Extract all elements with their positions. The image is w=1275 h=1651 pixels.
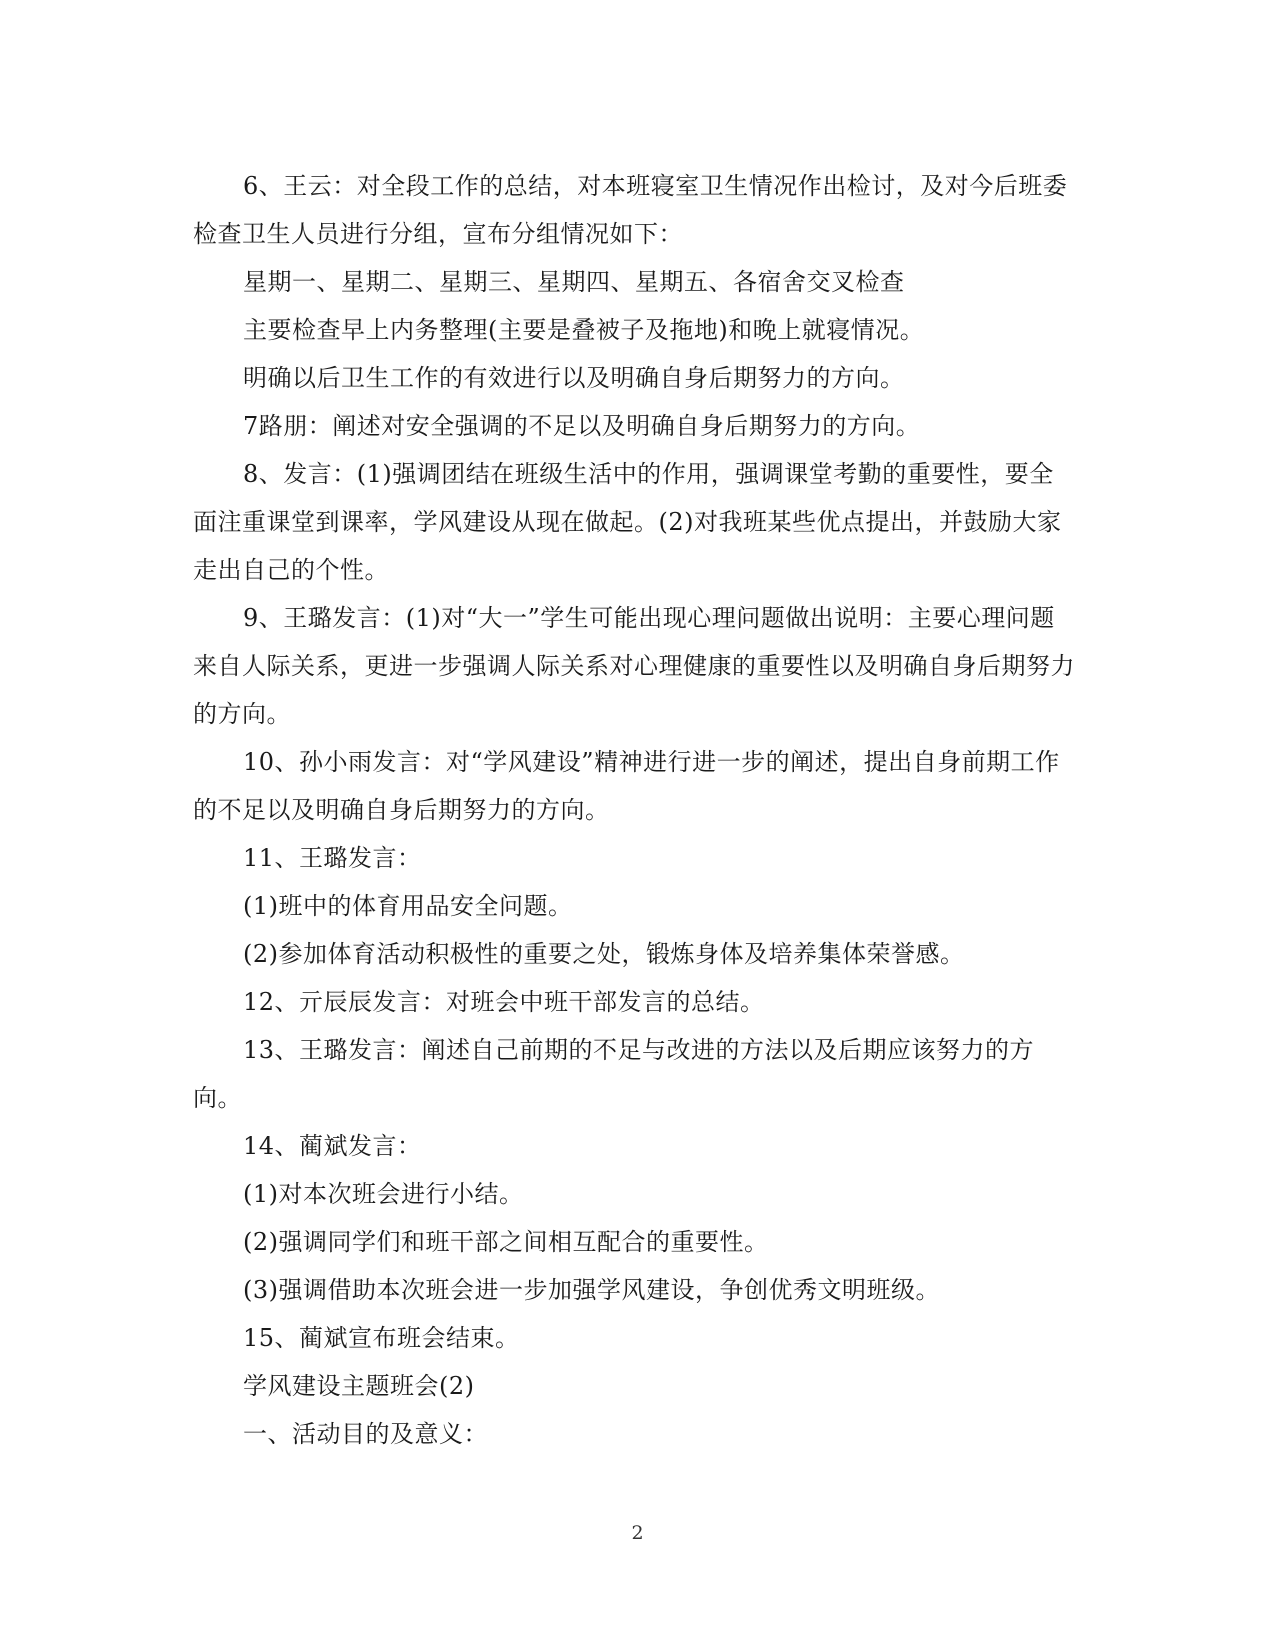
paragraph-item-14-point-3: (3)强调借助本次班会进一步加强学风建设，争创优秀文明班级。 <box>243 1276 940 1304</box>
paragraph-item-12: 12、亓辰辰发言：对班会中班干部发言的总结。 <box>243 988 765 1016</box>
paragraph-hygiene-goal: 明确以后卫生工作的有效进行以及明确自身后期努力的方向。 <box>243 364 905 392</box>
paragraph-item-9: 9、王璐发言：(1)对“大一”学生可能出现心理问题做出说明：主要心理问题来自人际关系，更进一步强调人际关系对心理健康的重要性以及明确自身后期努力的方向。 <box>193 604 1075 728</box>
paragraph-item-7: 7路朋：阐述对安全强调的不足以及明确自身后期努力的方向。 <box>243 412 921 440</box>
section-heading-purpose: 一、活动目的及意义： <box>243 1420 488 1448</box>
paragraph-item-13: 13、王璐发言：阐述自己前期的不足与改进的方法以及后期应该努力的方向。 <box>193 1036 1035 1112</box>
paragraph-item-14-point-1: (1)对本次班会进行小结。 <box>243 1180 524 1208</box>
paragraph-item-10: 10、孙小雨发言：对“学风建设”精神进行进一步的阐述，提出自身前期工作的不足以及明确自身后期努力的方向。 <box>193 748 1060 824</box>
section-heading-class-meeting-2: 学风建设主题班会(2) <box>243 1372 475 1400</box>
page-number: 2 <box>631 1522 644 1544</box>
paragraph-item-11: 11、王璐发言： <box>243 844 422 872</box>
paragraph-item-8: 8、发言：(1)强调团结在班级生活中的作用，强调课堂考勤的重要性，要全面注重课堂到课率，学风建设从现在做起。(2)对我班某些优点提出，并鼓励大家走出自己的个性。 <box>193 460 1062 584</box>
paragraph-weekday-schedule: 星期一、星期二、星期三、星期四、星期五、各宿舍交叉检查 <box>243 268 905 296</box>
paragraph-item-11-point-2: (2)参加体育活动积极性的重要之处，锻炼身体及培养集体荣誉感。 <box>243 940 965 968</box>
paragraph-item-6: 6、王云：对全段工作的总结，对本班寝室卫生情况作出检讨，及对今后班委检查卫生人员进行分组，宣布分组情况如下： <box>193 172 1068 248</box>
document-body <box>193 162 1078 1458</box>
paragraph-item-14: 14、蔺斌发言： <box>243 1132 422 1160</box>
paragraph-item-15: 15、蔺斌宣布班会结束。 <box>243 1324 520 1352</box>
paragraph-inspection-focus: 主要检查早上内务整理(主要是叠被子及拖地)和晚上就寝情况。 <box>243 316 925 344</box>
paragraph-item-14-point-2: (2)强调同学们和班干部之间相互配合的重要性。 <box>243 1228 769 1256</box>
paragraph-item-11-point-1: (1)班中的体育用品安全问题。 <box>243 892 573 920</box>
